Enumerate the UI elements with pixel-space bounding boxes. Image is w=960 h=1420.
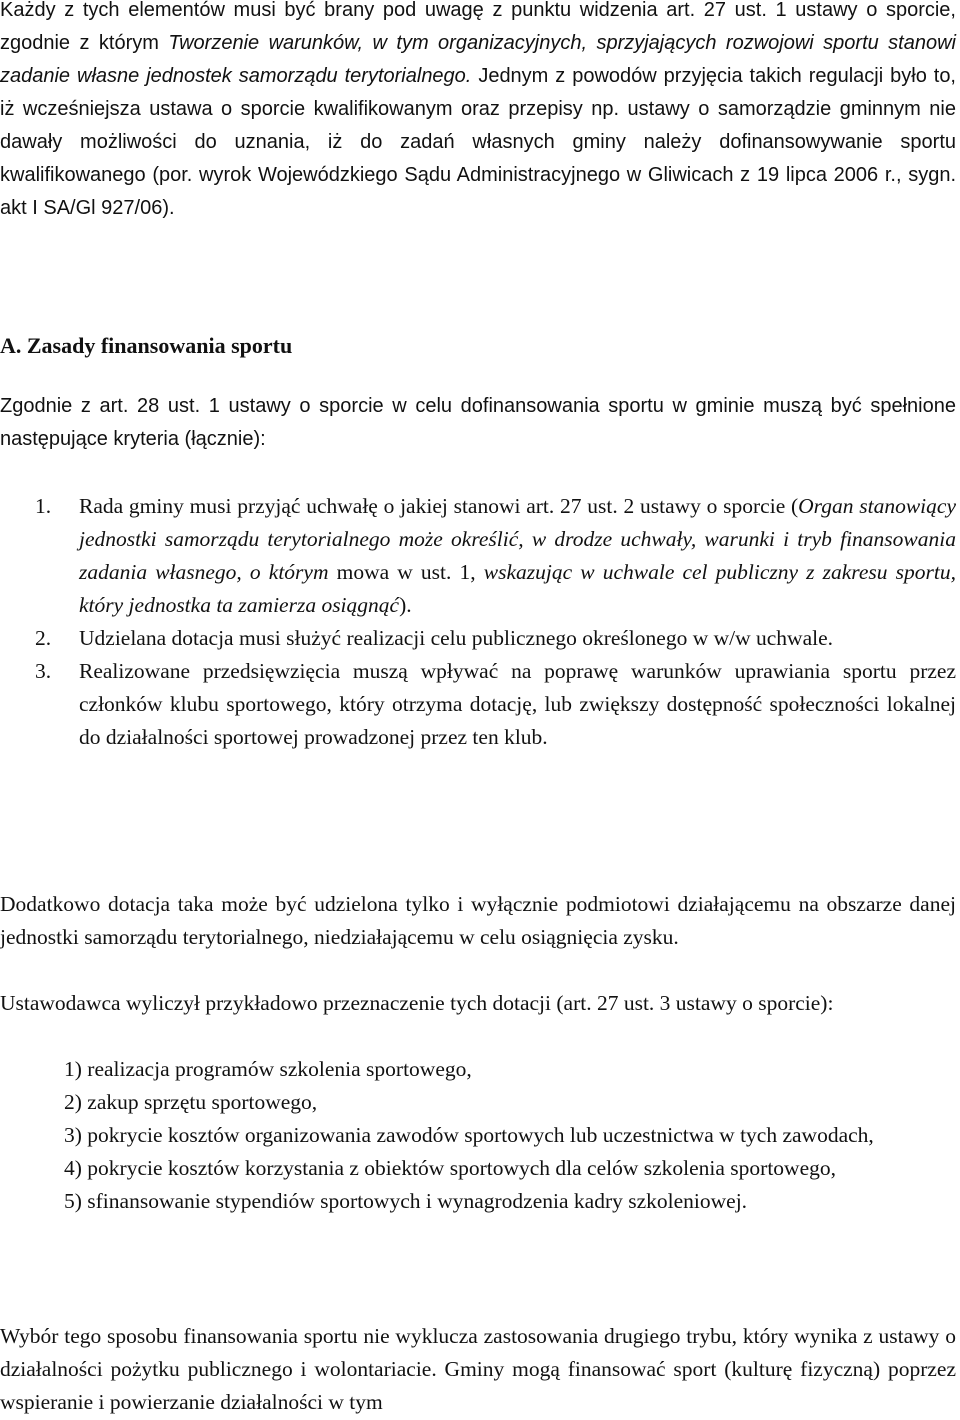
additional-paragraph: Dodatkowo dotacja taka może być udzielona tylko i wyłącznie podmiotowi działającemu na obszarze danej jednostki samorządu terytorialnego, niedziałającemu w celu osiągnięcia zysku. [0,892,956,949]
purposes-lead-paragraph: Ustawodawca wyliczył przykładowo przeznaczenie tych dotacji (art. 27 ust. 3 ustawy o sporcie): [0,991,834,1015]
criteria-lead-paragraph: Zgodnie z art. 28 ust. 1 ustawy o sporcie w celu dofinansowania sportu w gminie muszą być spełnione następujące kryteria (łącznie): [0,395,956,450]
intro-paragraph [0,0,956,225]
purposes-list [0,1053,956,1218]
purpose-item: 5) sfinansowanie stypendiów sportowych i wynagrodzenia kadry szkoleniowej. [64,1189,748,1213]
criteria-text: Realizowane przedsięwzięcia muszą wpływać na poprawę warunków uprawiania sportu przez członków klubu sportowego, który otrzyma dotację, lub zwiększy dostępność społeczności lokalnej do działalności sportowej prowadzonej przez ten klub. [79,659,956,749]
closing-paragraph: Wybór tego sposobu finansowania sportu nie wyklucza zastosowania drugiego trybu, który wynika z ustawy o działalności pożytku publicznego i wolontariacie. Gminy mogą finansować sport (kulturę fizyczną) poprzez wspieranie i powierzanie działalności w tym [0,1324,956,1414]
purpose-item: 4) pokrycie kosztów korzystania z obiektów sportowych dla celów szkolenia sportowego, [64,1156,837,1180]
criteria-text: ). [399,593,412,617]
criteria-quote: wskazując w uchwale cel publiczny z zakresu sportu, który jednostka ta zamierza osiągnąć [79,560,956,617]
criteria-number: 2. [35,626,52,650]
criteria-item [0,655,956,754]
purpose-item: 3) pokrycie kosztów organizowania zawodów sportowych lub uczestnictwa w tych zawodach, [64,1123,874,1147]
criteria-text: Rada gminy musi przyjąć uchwałę o jakiej stanowi art. 27 ust. 2 ustawy o sporcie ( [79,494,799,518]
criteria-text: Udzielana dotacja musi służyć realizacji celu publicznego określonego w w/w uchwale. [79,626,834,650]
criteria-number: 3. [35,659,52,683]
purpose-item: 2) zakup sprzętu sportowego, [64,1090,318,1114]
criteria-quote: Organ stanowiący jednostki samorządu terytorialnego może określić, w drodze uchwały, warunki i tryb finansowania zadania własnego, o którym [79,494,956,584]
intro-quote: Tworzenie warunków, w tym organizacyjnych, sprzyjających rozwojowi sportu stanowi zadanie własne jednostek samorządu terytorialnego. [0,32,956,87]
intro-text-start: Każdy z tych elementów musi być brany pod uwagę z punktu widzenia art. 27 ust. 1 ustawy o sporcie, zgodnie z którym [0,0,956,54]
criteria-item [0,490,956,622]
purpose-item: 1) realizacja programów szkolenia sportowego, [64,1057,472,1081]
section-heading: A. Zasady finansowania sportu [0,333,293,358]
criteria-number: 1. [35,494,52,518]
criteria-text: mowa w ust. 1, [328,560,484,584]
intro-text-end: Jednym z powodów przyjęcia takich regulacji było to, iż wcześniejsza ustawa o sporcie kwalifikowanym oraz przepisy np. ustawy o samorządzie gminnym nie dawały możliwości do uznania, iż do zadań własnych gminy należy dofinansowywanie sportu kwalifikowanego (por. wyrok Wojewódzkiego Sądu Administracyjnego w Gliwicach z 19 lipca 2006 r., sygn. akt I SA/Gl 927/06). [0,65,956,219]
criteria-item [0,622,956,655]
criteria-list [0,490,956,754]
